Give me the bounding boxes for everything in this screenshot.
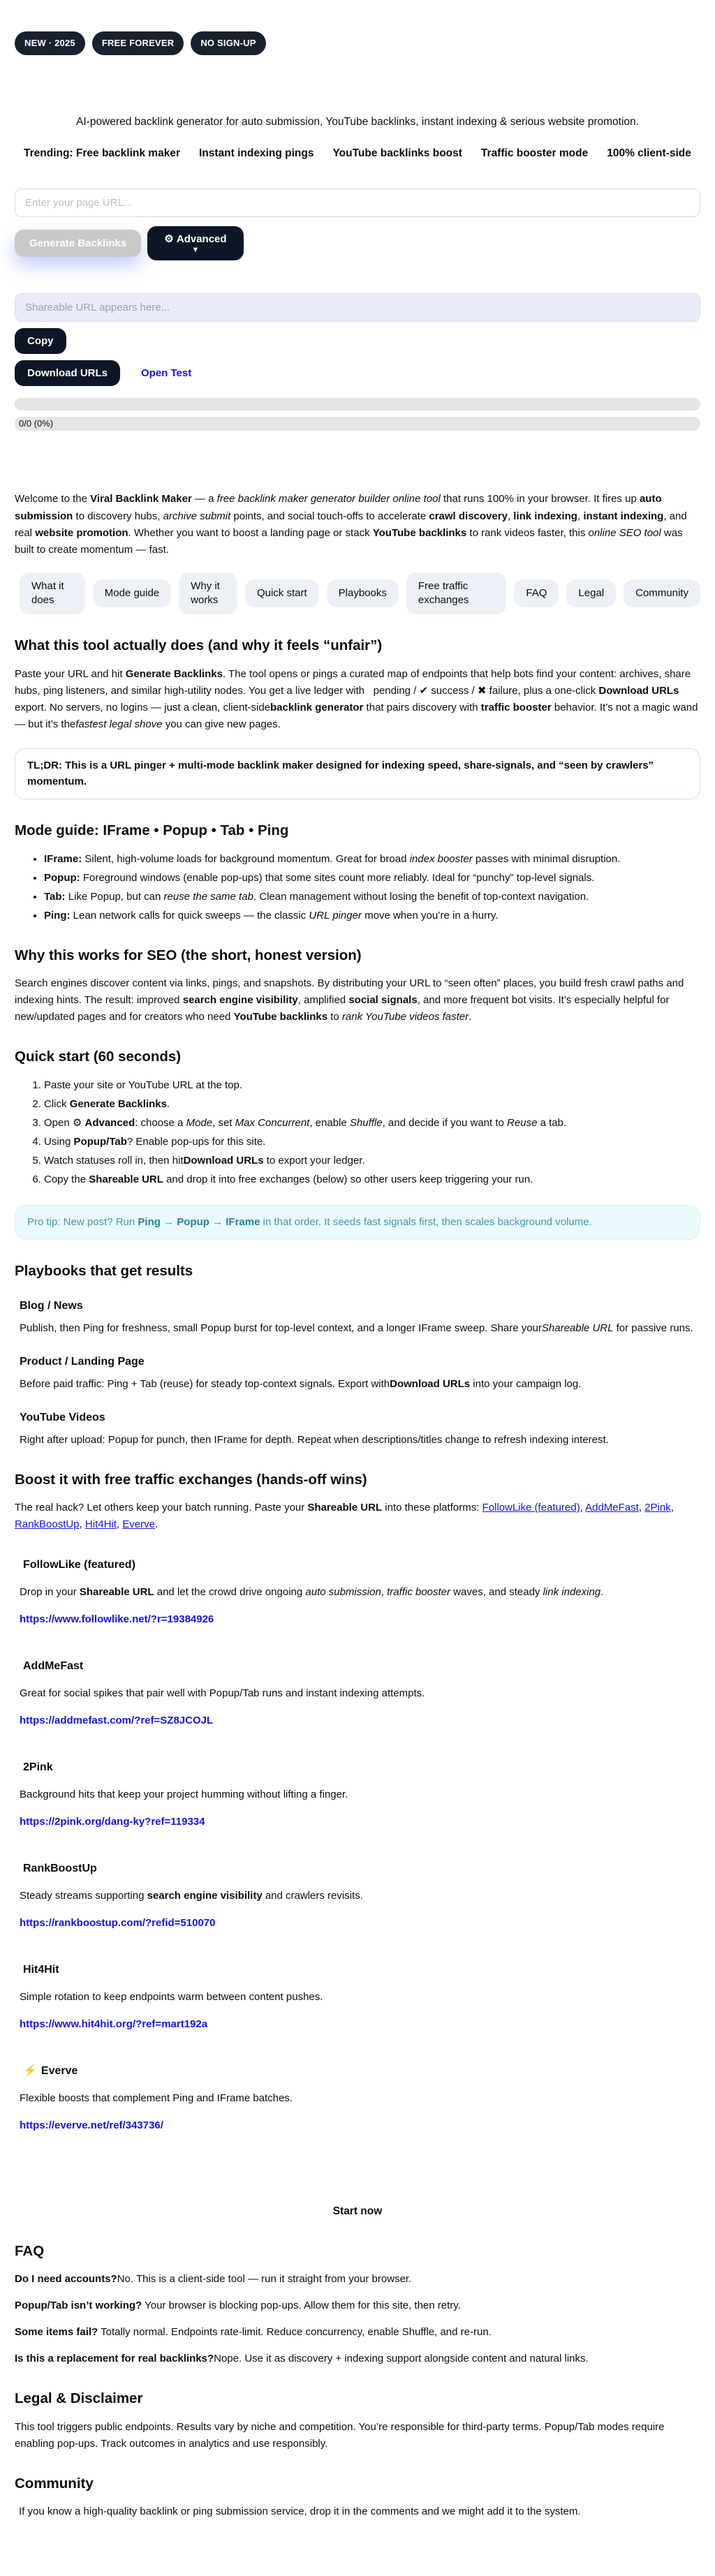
advanced-button[interactable] xyxy=(147,226,243,260)
tldr-box: TL;DR: This is a URL pinger + multi-mode backlink maker designed for indexing speed, share-signals, and “seen by crawlers” momentum. xyxy=(15,748,700,799)
badge-pill: NO SIGN-UP xyxy=(191,31,265,55)
exchange-card xyxy=(15,2064,700,2133)
action-row xyxy=(15,226,700,260)
trending-item: Instant indexing pings xyxy=(198,147,314,160)
mode-list xyxy=(15,851,700,924)
faq-list xyxy=(15,2271,700,2367)
badge-pill: NEW · 2025 xyxy=(15,31,85,55)
inline-link[interactable]: 2Pink xyxy=(644,1502,671,1514)
tab-pill[interactable]: FAQ xyxy=(514,579,559,607)
tab-bar xyxy=(15,572,700,615)
badge-row xyxy=(15,31,700,55)
section-heading-why: Why this works for SEO (the short, honest version) xyxy=(15,947,362,963)
inline-link[interactable]: RankBoostUp xyxy=(15,1518,80,1531)
exchange-title: Hit4Hit xyxy=(23,1964,59,1976)
inline-link[interactable]: AddMeFast xyxy=(585,1502,639,1514)
playbook-item xyxy=(15,1411,700,1449)
trending-row xyxy=(15,145,700,162)
what-paragraph: Paste your URL and hit Generate Backlinks. The tool opens or pings a curated map of endpoints that help bots find your content: archives, share hubs, ping listeners, and similar high-utility nodes. You get a live ledger with pending / ✔ success / ✖ failure, plus a one-click Download URLs export. No servers, no logins — just a clean, client-sidebacklink generator that pairs discovery with traffic booster behavior. It’s not a magic wand — but it’s thefastest legal shove you can give new pages. xyxy=(15,668,698,731)
gear-icon: ⚙ xyxy=(164,233,174,246)
faq-item: Is this a replacement for real backlinks?Nope. Use it as discovery + indexing support alongside content and natural links. xyxy=(15,2353,589,2365)
exchange-link[interactable]: https://2pink.org/dang-ky?ref=119334 xyxy=(20,1816,205,1828)
faq-item: Popup/Tab isn’t working? Your browser is blocking pop-ups. Allow them for this site, then retry. xyxy=(15,2300,461,2312)
exchange-description: Drop in your Shareable URL and let the crowd drive ongoing auto submission, traffic booster waves, and steady link indexing. xyxy=(20,1585,604,1598)
quick-step: 4. Using Popup/Tab? Enable pop-ups for this site. xyxy=(44,1134,700,1150)
intro-paragraph: Welcome to the Viral Backlink Maker — a free backlink maker generator builder online tool that runs 100% in your browser. It fires up auto submission to discovery hubs, archive submit points, and social touch-offs to accelerate crawl discovery, link indexing, instant indexing, and real website promotion. Whether you want to boost a landing page or stack YouTube backlinks to rank videos faster, this online SEO tool was built to create momentum — fast. xyxy=(15,493,687,556)
exchange-title: FollowLike (featured) xyxy=(23,1559,135,1571)
quick-step: 6. Copy the Shareable URL and drop it into free exchanges (below) so other users keep triggering your run. xyxy=(44,1171,700,1188)
tab-pill[interactable]: Free traffic exchanges xyxy=(406,572,507,615)
section-heading-playbooks: Playbooks that get results xyxy=(15,1263,193,1280)
tab-pill[interactable]: Community xyxy=(624,579,700,607)
trending-item: Traffic booster mode xyxy=(480,147,589,160)
tab-pill[interactable]: Why it works xyxy=(179,572,237,615)
exchange-description: Background hits that keep your project humming without lifting a finger. xyxy=(20,1789,348,1801)
mode-bullet: • Ping: Lean network calls for quick sweeps — the classic URL pinger move when you’re in a hurry. xyxy=(44,908,700,924)
inline-link[interactable]: Everve xyxy=(122,1518,155,1531)
badge-pill: FREE FOREVER xyxy=(92,31,184,55)
exchange-card xyxy=(15,1963,700,2032)
tab-pill[interactable]: Playbooks xyxy=(327,579,399,607)
section-heading-quick-start: Quick start (60 seconds) xyxy=(15,1049,182,1065)
protip-box: Pro tip: New post? Run Ping → Popup → IFrame in that order. It seeds fast signals first, then scales background volume. xyxy=(15,1205,700,1241)
shareable-url-input[interactable] xyxy=(15,293,700,322)
tab-pill[interactable]: Legal xyxy=(566,579,616,607)
url-input[interactable] xyxy=(15,188,700,217)
playbook-title: YouTube Videos xyxy=(20,1411,105,1423)
playbook-description: Right after upload: Popup for punch, then IFrame for depth. Repeat when descriptions/titles change to refresh indexing interest. xyxy=(20,1433,609,1446)
download-urls-button[interactable]: Download URLs xyxy=(15,360,120,386)
exchange-card xyxy=(15,1659,700,1729)
exchange-link[interactable]: https://rankboostup.com/?refid=510070 xyxy=(20,1917,216,1930)
open-test-link[interactable]: Open Test xyxy=(141,367,192,380)
exchange-title: Everve xyxy=(40,2065,78,2078)
advanced-label: Advanced xyxy=(176,233,227,246)
playbook-description: Before paid traffic: Ping + Tab (reuse) for steady top-context signals. Export withDownload URLs into your campaign log. xyxy=(20,1377,582,1390)
exchange-description: Great for social spikes that pair well with Popup/Tab runs and instant indexing attempts. xyxy=(20,1687,425,1699)
faq-item: Some items fail? Totally normal. Endpoints rate-limit. Reduce concurrency, enable Shuffle, and re-run. xyxy=(15,2326,492,2339)
exchange-list xyxy=(15,1558,700,2133)
section-heading-mode-guide: Mode guide: IFrame • Popup • Tab • Ping xyxy=(15,822,289,839)
exchange-link[interactable]: https://www.followlike.net/?r=19384926 xyxy=(20,1613,214,1625)
copy-button[interactable]: Copy xyxy=(15,328,66,354)
section-heading-faq: FAQ xyxy=(15,2243,45,2260)
page xyxy=(0,31,715,2576)
playbook-item xyxy=(15,1355,700,1393)
section-heading-community: Community xyxy=(15,2475,94,2492)
playbook-list xyxy=(15,1299,700,1448)
community-paragraph: If you know a high-quality backlink or ping submission service, drop it in the comments and we might add it to the system. xyxy=(19,2505,581,2518)
exchange-description: Steady streams supporting search engine visibility and crawlers revisits. xyxy=(20,1890,363,1902)
mode-bullet: • Tab: Like Popup, but can reuse the same tab. Clean management without losing the benefit of top-context navigation. xyxy=(44,889,700,905)
tab-pill[interactable]: What it does xyxy=(20,572,85,615)
inline-link[interactable]: FollowLike (featured) xyxy=(482,1502,580,1514)
boost-paragraph: The real hack? Let others keep your batch running. Paste your Shareable URL into these platforms: FollowLike (featured), AddMeFast, 2Pink, RankBoostUp, Hit4Hit, Everve. xyxy=(15,1502,674,1531)
exchange-link[interactable]: https://addmefast.com/?ref=SZ8JCOJL xyxy=(20,1715,214,1726)
chevron-down-icon: ▼ xyxy=(191,246,200,255)
exchange-icon: ⚡ xyxy=(23,2065,37,2078)
section-heading-legal: Legal & Disclaimer xyxy=(15,2390,143,2407)
why-paragraph: Search engines discover content via links, pings, and snapshots. By distributing your URL to “seen often” places, you build fresh crawl paths and indexing hints. The result: improved search engine visibility, amplified social signals, and more frequent bot visits. It’s especially helpful for new/updated pages and for creators who need YouTube backlinks to rank YouTube videos faster. xyxy=(15,977,684,1023)
exchange-title: AddMeFast xyxy=(23,1660,84,1673)
quick-step: 3. Open ⚙ Advanced: choose a Mode, set Max Concurrent, enable Shuffle, and decide if you want to Reuse a tab. xyxy=(44,1115,700,1132)
tab-pill[interactable]: Mode guide xyxy=(93,579,171,607)
generate-backlinks-button[interactable]: Generate Backlinks xyxy=(15,230,141,257)
exchange-card xyxy=(15,1558,700,1627)
exchange-title: RankBoostUp xyxy=(23,1863,97,1875)
faq-item: Do I need accounts?No. This is a client-side tool — run it straight from your browser. xyxy=(15,2273,412,2286)
section-heading-what: What this tool actually does (and why it feels “unfair”) xyxy=(15,637,383,654)
mode-bullet: • Popup: Foreground windows (enable pop-ups) that some sites count more reliably. Ideal for “punchy” top-level signals. xyxy=(44,870,700,887)
trending-item: Trending: Free backlink maker xyxy=(24,147,180,160)
trending-item: YouTube backlinks boost xyxy=(332,147,462,160)
playbook-title: Blog / News xyxy=(20,1300,83,1312)
exchange-link[interactable]: https://www.hit4hit.org/?ref=mart192a xyxy=(20,2018,208,2031)
playbook-item xyxy=(15,1299,700,1337)
trending-item: 100% client-side xyxy=(607,147,691,160)
mode-bullet: • IFrame: Silent, high-volume loads for background momentum. Great for broad index booster passes with minimal disruption. xyxy=(44,851,700,868)
download-row xyxy=(15,360,700,386)
copy-row xyxy=(15,328,700,354)
progress-bar xyxy=(15,398,700,410)
exchange-link[interactable]: https://everve.net/ref/343736/ xyxy=(20,2119,163,2132)
quick-step: 2. Click Generate Backlinks. xyxy=(44,1096,700,1113)
section-heading-boost: Boost it with free traffic exchanges (hands-off wins) xyxy=(15,1471,367,1488)
quick-start-list xyxy=(15,1077,700,1188)
quick-step: 1. Paste your site or YouTube URL at the top. xyxy=(44,1077,700,1094)
start-now-link[interactable]: Start now xyxy=(332,2205,383,2218)
tab-pill[interactable]: Quick start xyxy=(245,579,319,607)
hero-tagline: AI-powered backlink generator for auto submission, YouTube backlinks, instant indexing & serious website promotion. xyxy=(76,116,639,128)
exchange-title: 2Pink xyxy=(23,1761,53,1774)
playbook-title: Product / Landing Page xyxy=(20,1355,145,1368)
status-text: 0/0 (0%) xyxy=(19,418,54,429)
playbook-description: Publish, then Ping for freshness, small Popup burst for top-level context, and a longer IFrame sweep. Share yourShareable URL for passive runs. xyxy=(20,1322,693,1334)
legal-paragraph: This tool triggers public endpoints. Results vary by niche and competition. You’re responsible for third-party terms. Popup/Tab modes require enabling pop-ups. Track outcomes in analytics and use responsibly. xyxy=(15,2420,665,2450)
inline-link[interactable]: Hit4Hit xyxy=(84,1518,117,1531)
exchange-description: Flexible boosts that complement Ping and IFrame batches. xyxy=(20,2092,293,2105)
quick-step: 5. Watch statuses roll in, then hitDownload URLs to export your ledger. xyxy=(44,1153,700,1169)
exchange-card xyxy=(15,1761,700,1830)
status-bar xyxy=(15,417,700,431)
cta-row xyxy=(15,2203,700,2220)
exchange-card xyxy=(15,1862,700,1931)
exchange-description: Simple rotation to keep endpoints warm between content pushes. xyxy=(20,1991,323,2004)
